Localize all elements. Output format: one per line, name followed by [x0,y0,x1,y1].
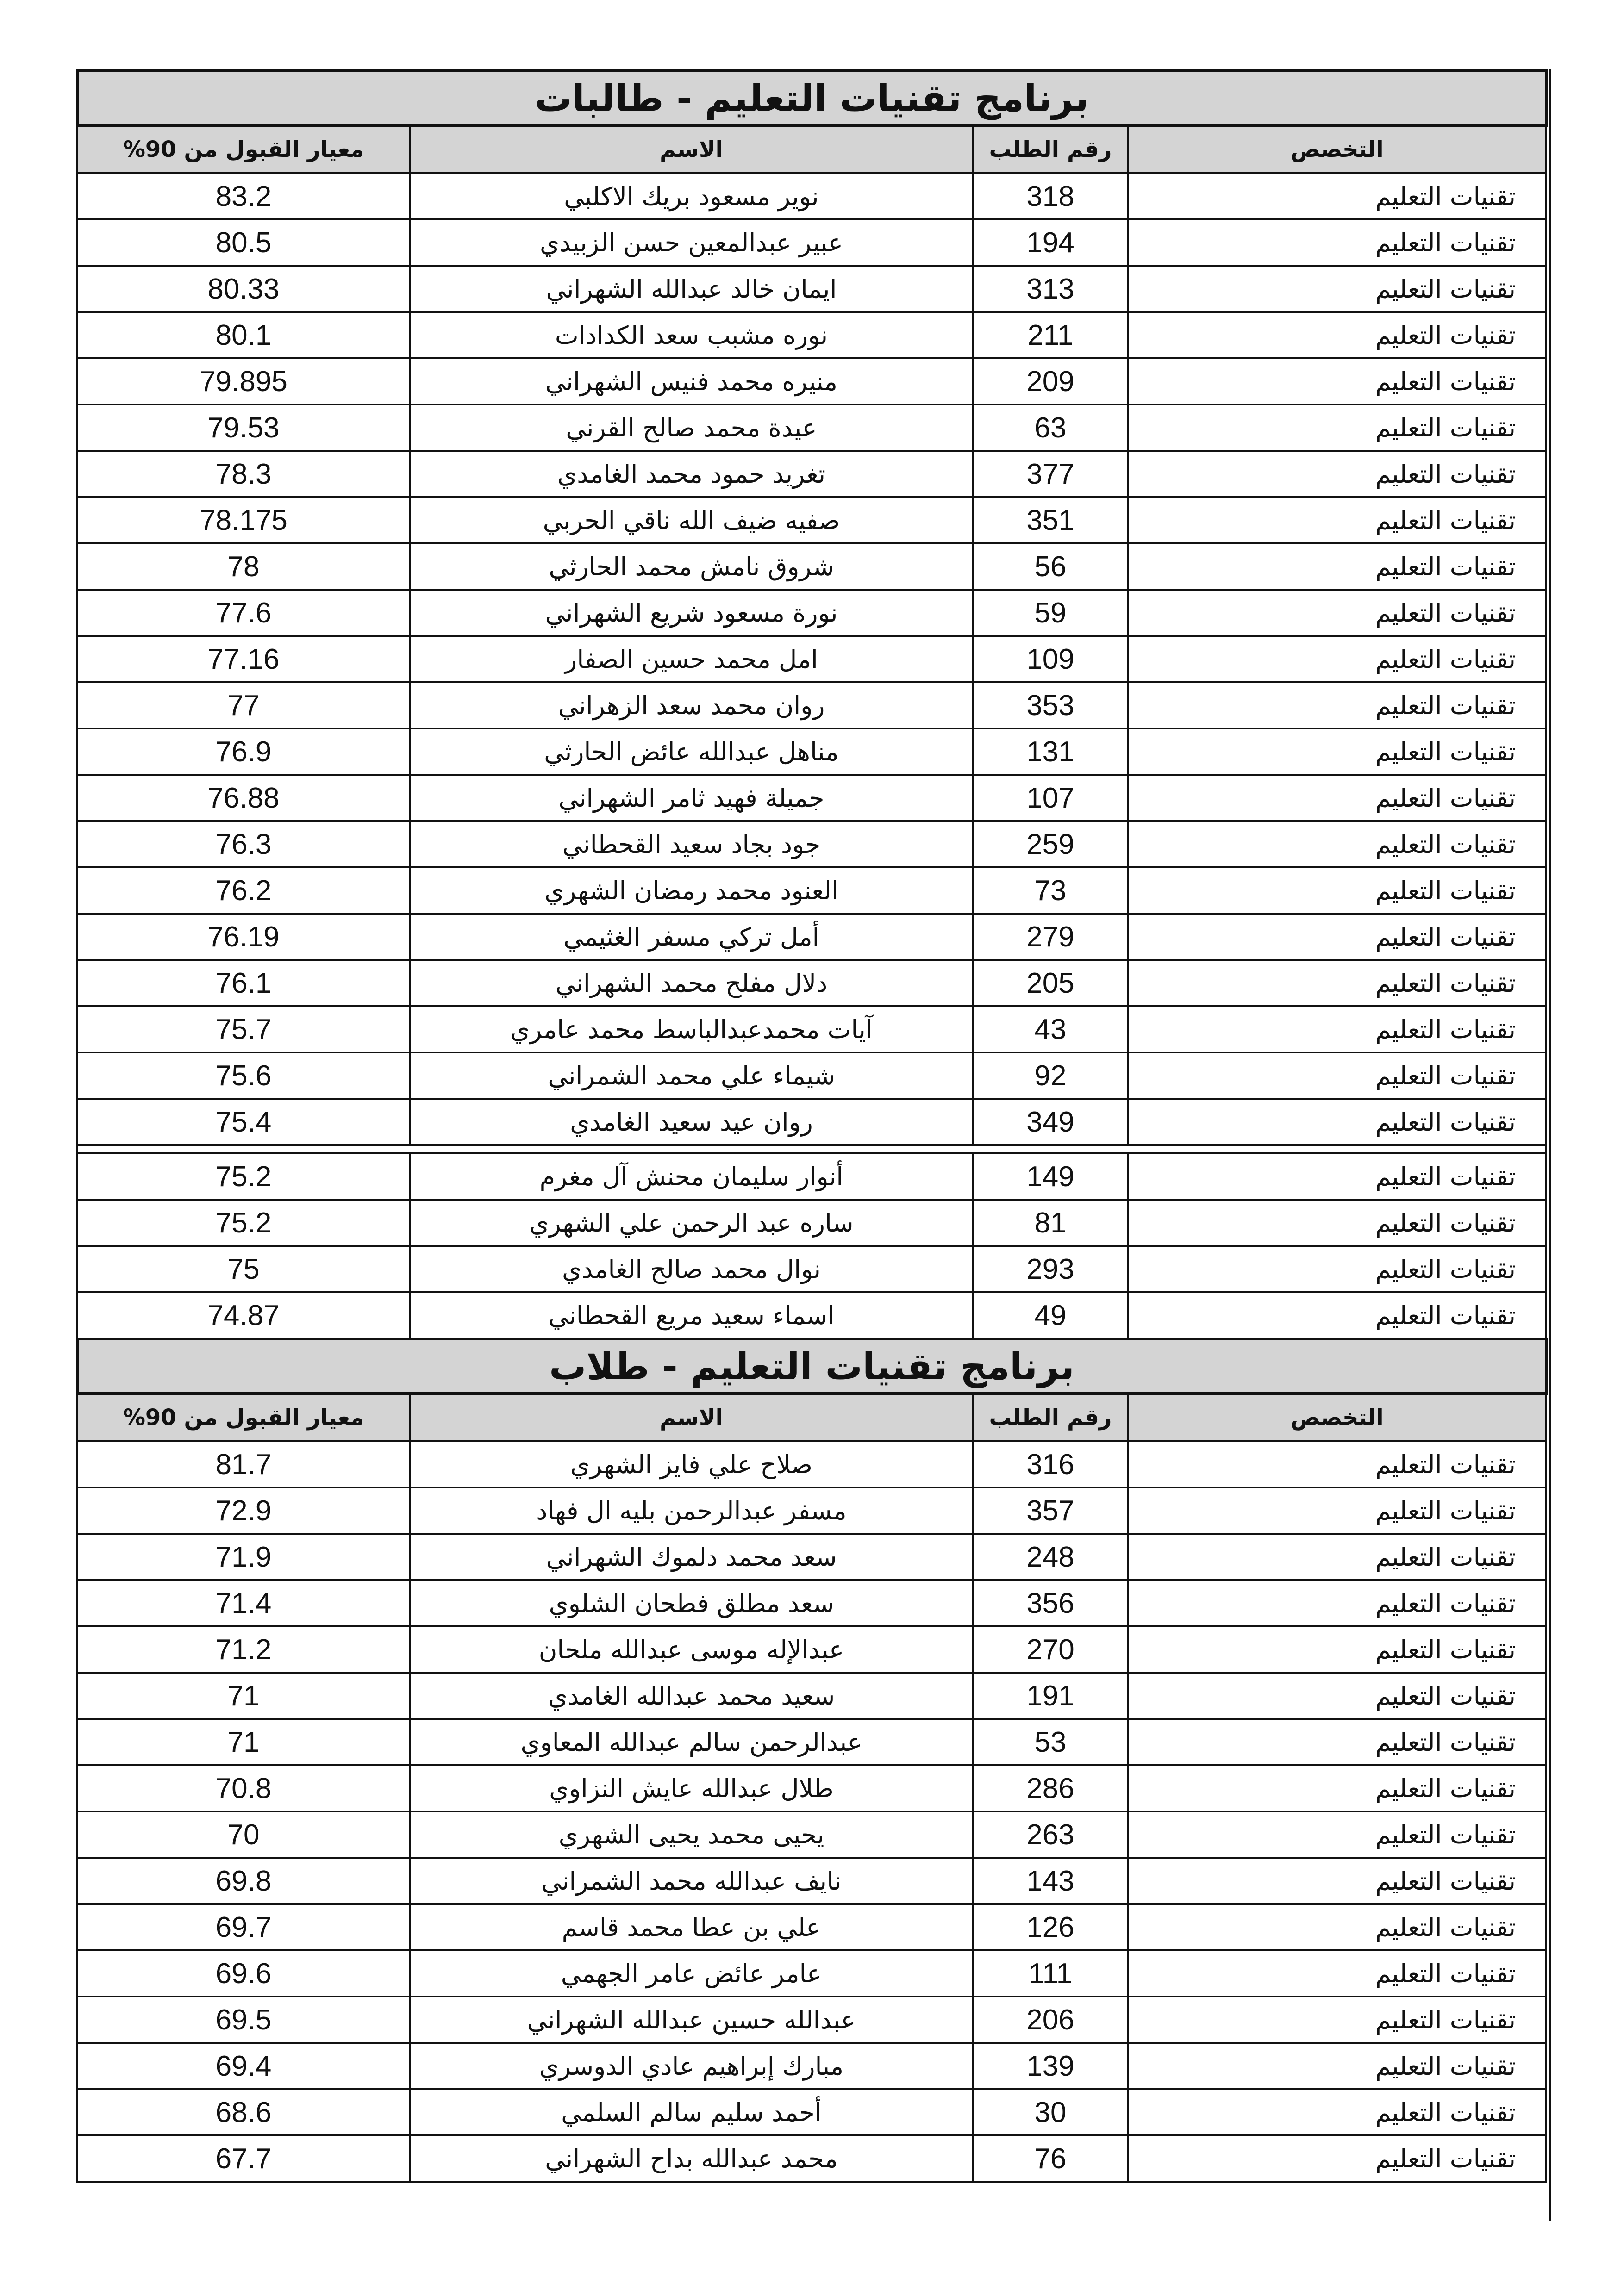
name-cell: عامر عائض عامر الجهمي [410,1950,973,1997]
student-number-cell: 126 [973,1904,1128,1950]
table-row [77,1719,1546,1765]
specialization-cell: تقنيات التعليم [1128,1950,1546,1997]
name-cell: جود بجاد سعيد القحطاني [410,821,973,867]
name-cell: نوال محمد صالح الغامدي [410,1246,973,1292]
student-number-cell: 53 [973,1719,1128,1765]
page-break-gap [77,1145,1546,1153]
student-number-cell: 211 [973,312,1128,358]
specialization-cell: تقنيات التعليم [1128,358,1546,404]
header-criterion: معيار القبول من 90% [77,125,410,173]
specialization-cell: تقنيات التعليم [1128,1052,1546,1099]
criterion-cell: 75.2 [77,1200,410,1246]
table-row [77,1200,1546,1246]
student-number-cell: 49 [973,1292,1128,1339]
header-specialization: التخصص [1128,1394,1546,1441]
page-edge-line [1549,69,1551,2221]
student-number-cell: 73 [973,867,1128,914]
table-row [77,1099,1546,1145]
table-row [77,451,1546,497]
name-cell: عبدالإله موسى عبدالله ملحان [410,1626,973,1673]
specialization-cell: تقنيات التعليم [1128,1246,1546,1292]
criterion-cell: 80.5 [77,219,410,266]
student-number-cell: 316 [973,1441,1128,1487]
student-number-cell: 286 [973,1765,1128,1811]
student-number-cell: 149 [973,1153,1128,1200]
student-number-cell: 313 [973,266,1128,312]
header-row [77,1394,1546,1441]
student-number-cell: 353 [973,682,1128,728]
criterion-cell: 72.9 [77,1487,410,1534]
student-number-cell: 270 [973,1626,1128,1673]
student-number-cell: 92 [973,1052,1128,1099]
specialization-cell: تقنيات التعليم [1128,1534,1546,1580]
header-name: الاسم [410,1394,973,1441]
criterion-cell: 71 [77,1719,410,1765]
criterion-cell: 83.2 [77,173,410,219]
table-row [77,543,1546,590]
criterion-cell: 71.9 [77,1534,410,1580]
section-title-row [77,1339,1546,1394]
criterion-cell: 69.5 [77,1997,410,2043]
specialization-cell: تقنيات التعليم [1128,173,1546,219]
specialization-cell: تقنيات التعليم [1128,914,1546,960]
criterion-cell: 70.8 [77,1765,410,1811]
criterion-cell: 68.6 [77,2089,410,2135]
student-number-cell: 107 [973,775,1128,821]
name-cell: نورة مسعود شريع الشهراني [410,590,973,636]
student-number-cell: 30 [973,2089,1128,2135]
criterion-cell: 71.2 [77,1626,410,1673]
student-number-cell: 357 [973,1487,1128,1534]
specialization-cell: تقنيات التعليم [1128,590,1546,636]
table-row [77,636,1546,682]
specialization-cell: تقنيات التعليم [1128,1153,1546,1200]
name-cell: يحيى محمد يحيى الشهري [410,1811,973,1858]
specialization-cell: تقنيات التعليم [1128,636,1546,682]
name-cell: مناهل عبدالله عائض الحارثي [410,728,973,775]
name-cell: أحمد سليم سالم السلمي [410,2089,973,2135]
criterion-cell: 81.7 [77,1441,410,1487]
name-cell: سعيد محمد عبدالله الغامدي [410,1673,973,1719]
table-row [77,2089,1546,2135]
specialization-cell: تقنيات التعليم [1128,1099,1546,1145]
criterion-cell: 71.4 [77,1580,410,1626]
specialization-cell: تقنيات التعليم [1128,1765,1546,1811]
table-row [77,404,1546,451]
student-number-cell: 206 [973,1997,1128,2043]
specialization-cell: تقنيات التعليم [1128,1626,1546,1673]
student-number-cell: 259 [973,821,1128,867]
name-cell: نوره مشبب سعد الكدادات [410,312,973,358]
name-cell: سعد مطلق فطحان الشلوي [410,1580,973,1626]
specialization-cell: تقنيات التعليم [1128,1580,1546,1626]
student-number-cell: 143 [973,1858,1128,1904]
name-cell: نايف عبدالله محمد الشمراني [410,1858,973,1904]
table-row [77,358,1546,404]
specialization-cell: تقنيات التعليم [1128,821,1546,867]
header-student-number: رقم الطلب [973,1394,1128,1441]
table-row [77,1052,1546,1099]
table-row [77,1580,1546,1626]
student-number-cell: 63 [973,404,1128,451]
student-number-cell: 131 [973,728,1128,775]
student-number-cell: 293 [973,1246,1128,1292]
specialization-cell: تقنيات التعليم [1128,1719,1546,1765]
criterion-cell: 77.6 [77,590,410,636]
table-row [77,821,1546,867]
specialization-cell: تقنيات التعليم [1128,1811,1546,1858]
specialization-cell: تقنيات التعليم [1128,728,1546,775]
header-criterion: معيار القبول من 90% [77,1394,410,1441]
specialization-cell: تقنيات التعليم [1128,1006,1546,1052]
table-row [77,1292,1546,1339]
criterion-cell: 74.87 [77,1292,410,1339]
name-cell: محمد عبدالله بداح الشهراني [410,2135,973,2182]
table-row [77,1950,1546,1997]
name-cell: صلاح علي فايز الشهري [410,1441,973,1487]
criterion-cell: 75.2 [77,1153,410,1200]
table-row [77,1904,1546,1950]
header-student-number: رقم الطلب [973,125,1128,173]
table-row [77,914,1546,960]
specialization-cell: تقنيات التعليم [1128,867,1546,914]
table-row [77,1153,1546,1200]
admission-table [76,69,1548,2183]
section-title: برنامج تقنيات التعليم - طلاب [77,1339,1546,1394]
criterion-cell: 77 [77,682,410,728]
name-cell: مبارك إبراهيم عادي الدوسري [410,2043,973,2089]
specialization-cell: تقنيات التعليم [1128,543,1546,590]
name-cell: سعد محمد دلموك الشهراني [410,1534,973,1580]
criterion-cell: 70 [77,1811,410,1858]
student-number-cell: 81 [973,1200,1128,1246]
specialization-cell: تقنيات التعليم [1128,775,1546,821]
section-title-row [77,71,1546,125]
name-cell: روان محمد سعد الزهراني [410,682,973,728]
student-number-cell: 76 [973,2135,1128,2182]
student-number-cell: 109 [973,636,1128,682]
table-row [77,682,1546,728]
gap-cell [77,1145,1546,1153]
name-cell: شروق نامش محمد الحارثي [410,543,973,590]
student-number-cell: 377 [973,451,1128,497]
table-row [77,960,1546,1006]
table-row [77,728,1546,775]
student-number-cell: 248 [973,1534,1128,1580]
name-cell: علي بن عطا محمد قاسم [410,1904,973,1950]
criterion-cell: 76.1 [77,960,410,1006]
table-row [77,312,1546,358]
header-specialization: التخصص [1128,125,1546,173]
name-cell: روان عيد سعيد الغامدي [410,1099,973,1145]
criterion-cell: 79.53 [77,404,410,451]
student-number-cell: 139 [973,2043,1128,2089]
name-cell: اسماء سعيد مريع القحطاني [410,1292,973,1339]
student-number-cell: 209 [973,358,1128,404]
name-cell: عبدالرحمن سالم عبدالله المعاوي [410,1719,973,1765]
criterion-cell: 78.175 [77,497,410,543]
table-row [77,590,1546,636]
student-number-cell: 263 [973,1811,1128,1858]
criterion-cell: 77.16 [77,636,410,682]
student-number-cell: 349 [973,1099,1128,1145]
specialization-cell: تقنيات التعليم [1128,219,1546,266]
specialization-cell: تقنيات التعليم [1128,960,1546,1006]
table-row [77,2043,1546,2089]
criterion-cell: 67.7 [77,2135,410,2182]
name-cell: ساره عبد الرحمن علي الشهري [410,1200,973,1246]
specialization-cell: تقنيات التعليم [1128,2135,1546,2182]
specialization-cell: تقنيات التعليم [1128,1441,1546,1487]
name-cell: امل محمد حسين الصفار [410,636,973,682]
specialization-cell: تقنيات التعليم [1128,1292,1546,1339]
name-cell: عبدالله حسين عبدالله الشهراني [410,1997,973,2043]
table-row [77,775,1546,821]
table-row [77,1997,1546,2043]
student-number-cell: 111 [973,1950,1128,1997]
student-number-cell: 59 [973,590,1128,636]
name-cell: عبير عبدالمعين حسن الزبيدي [410,219,973,266]
criterion-cell: 78.3 [77,451,410,497]
table-row [77,1006,1546,1052]
criterion-cell: 69.4 [77,2043,410,2089]
name-cell: ايمان خالد عبدالله الشهراني [410,266,973,312]
table-row [77,266,1546,312]
table-row [77,867,1546,914]
student-number-cell: 356 [973,1580,1128,1626]
specialization-cell: تقنيات التعليم [1128,404,1546,451]
header-row [77,125,1546,173]
admission-list-sheet [76,69,1545,2183]
name-cell: عيدة محمد صالح القرني [410,404,973,451]
criterion-cell: 75.6 [77,1052,410,1099]
table-row [77,2135,1546,2182]
criterion-cell: 75 [77,1246,410,1292]
table-row [77,1673,1546,1719]
table-row [77,1858,1546,1904]
table-row [77,1765,1546,1811]
criterion-cell: 76.3 [77,821,410,867]
student-number-cell: 191 [973,1673,1128,1719]
specialization-cell: تقنيات التعليم [1128,1200,1546,1246]
table-row [77,1441,1546,1487]
specialization-cell: تقنيات التعليم [1128,1858,1546,1904]
table-row [77,497,1546,543]
student-number-cell: 43 [973,1006,1128,1052]
criterion-cell: 76.88 [77,775,410,821]
criterion-cell: 75.4 [77,1099,410,1145]
section-title: برنامج تقنيات التعليم - طالبات [77,71,1546,125]
name-cell: أنوار سليمان محنش آل مغرم [410,1153,973,1200]
name-cell: تغريد حمود محمد الغامدي [410,451,973,497]
specialization-cell: تقنيات التعليم [1128,2043,1546,2089]
criterion-cell: 79.895 [77,358,410,404]
table-row [77,1534,1546,1580]
specialization-cell: تقنيات التعليم [1128,451,1546,497]
table-row [77,173,1546,219]
header-name: الاسم [410,125,973,173]
specialization-cell: تقنيات التعليم [1128,312,1546,358]
specialization-cell: تقنيات التعليم [1128,1487,1546,1534]
name-cell: أمل تركي مسفر الغثيمي [410,914,973,960]
criterion-cell: 69.7 [77,1904,410,1950]
name-cell: مسفر عبدالرحمن بليه ال فهاد [410,1487,973,1534]
criterion-cell: 71 [77,1673,410,1719]
criterion-cell: 75.7 [77,1006,410,1052]
criterion-cell: 69.8 [77,1858,410,1904]
table-row [77,1246,1546,1292]
criterion-cell: 80.1 [77,312,410,358]
specialization-cell: تقنيات التعليم [1128,2089,1546,2135]
student-number-cell: 279 [973,914,1128,960]
table-row [77,1487,1546,1534]
criterion-cell: 78 [77,543,410,590]
name-cell: طلال عبدالله عايش النزاوي [410,1765,973,1811]
specialization-cell: تقنيات التعليم [1128,497,1546,543]
name-cell: منيره محمد فنيس الشهراني [410,358,973,404]
name-cell: صفيه ضيف الله ناقي الحربي [410,497,973,543]
name-cell: جميلة فهيد ثامر الشهراني [410,775,973,821]
student-number-cell: 318 [973,173,1128,219]
name-cell: العنود محمد رمضان الشهري [410,867,973,914]
specialization-cell: تقنيات التعليم [1128,1673,1546,1719]
criterion-cell: 76.9 [77,728,410,775]
specialization-cell: تقنيات التعليم [1128,682,1546,728]
criterion-cell: 76.2 [77,867,410,914]
criterion-cell: 76.19 [77,914,410,960]
specialization-cell: تقنيات التعليم [1128,1997,1546,2043]
criterion-cell: 69.6 [77,1950,410,1997]
table-row [77,219,1546,266]
name-cell: دلال مفلح محمد الشهراني [410,960,973,1006]
table-row [77,1626,1546,1673]
name-cell: شيماء علي محمد الشمراني [410,1052,973,1099]
criterion-cell: 80.33 [77,266,410,312]
student-number-cell: 205 [973,960,1128,1006]
student-number-cell: 56 [973,543,1128,590]
student-number-cell: 351 [973,497,1128,543]
table-row [77,1811,1546,1858]
name-cell: آيات محمدعبدالباسط محمد عامري [410,1006,973,1052]
specialization-cell: تقنيات التعليم [1128,1904,1546,1950]
name-cell: نوير مسعود بريك الاكلبي [410,173,973,219]
specialization-cell: تقنيات التعليم [1128,266,1546,312]
student-number-cell: 194 [973,219,1128,266]
